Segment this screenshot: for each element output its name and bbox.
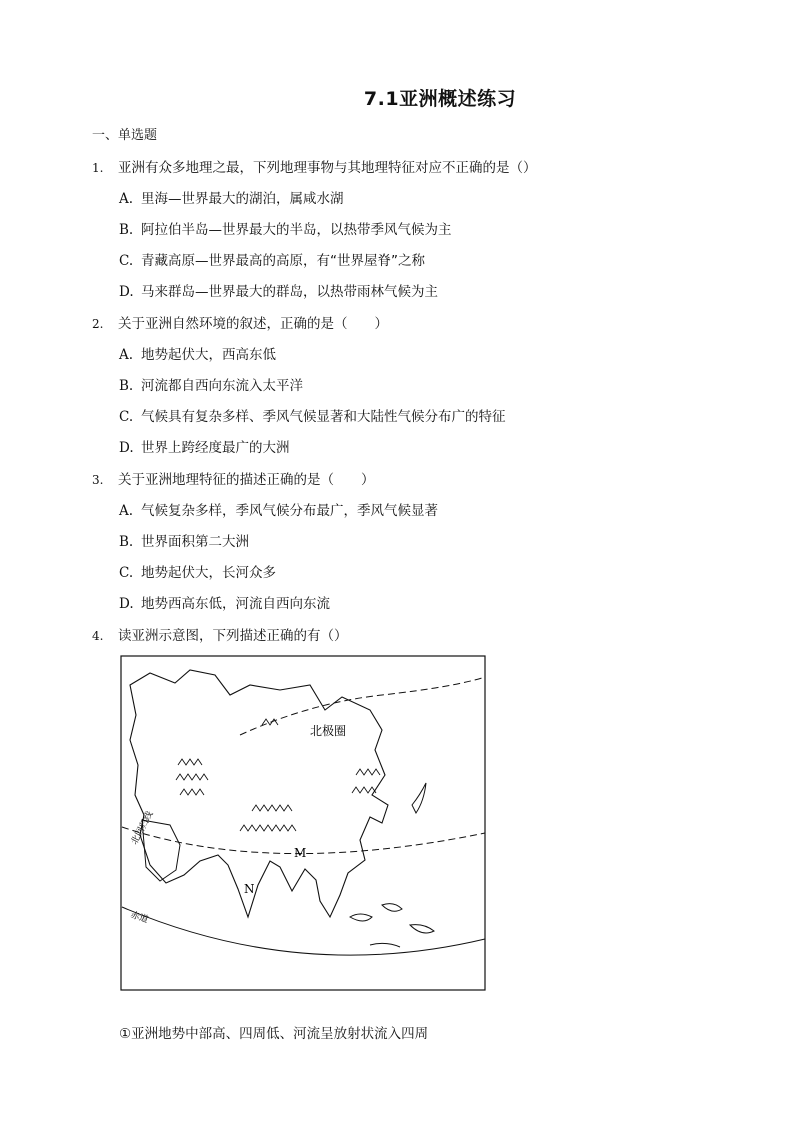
option-letter: C. [119, 565, 134, 581]
equator-label: 赤道 [129, 910, 150, 926]
arctic-circle-label: 北极圈 [310, 724, 347, 738]
question-2 [92, 312, 388, 332]
option-2d [119, 436, 290, 456]
tropic-label: 北回归线 [129, 809, 156, 847]
asia-map [120, 655, 486, 991]
option-text: 马来群岛—世界最大的群岛，以热带雨林气候为主 [141, 284, 438, 300]
option-2b [119, 374, 303, 394]
option-3c [119, 561, 276, 581]
option-text: 气候具有复杂多样、季风气候显著和大陆性气候分布广的特征 [141, 409, 506, 425]
option-1a [119, 187, 344, 207]
point-n-label: N [244, 882, 255, 896]
option-text: 地势起伏大，西高东低 [141, 347, 276, 363]
question-text: 读亚洲示意图，下列描述正确的有（） [118, 628, 348, 644]
option-text: 河流都自西向东流入太平洋 [141, 378, 303, 394]
option-1b [119, 218, 452, 238]
question-number: 4. [92, 629, 104, 643]
option-text: 世界上跨经度最广的大洲 [141, 440, 290, 456]
option-letter: C. [119, 253, 134, 269]
option-letter: A. [119, 503, 134, 519]
question-4 [92, 624, 348, 644]
question-number: 1. [92, 161, 104, 175]
question-number: 2. [92, 317, 104, 331]
option-letter: C. [119, 409, 134, 425]
option-2c [119, 405, 506, 425]
question-number: 3. [92, 473, 104, 487]
section-heading: 一、单选题 [92, 128, 158, 143]
option-letter: B. [119, 378, 134, 394]
option-letter: A. [119, 347, 134, 363]
page-title: 7.1亚洲概述练习 [363, 88, 517, 110]
option-letter: A. [119, 191, 134, 207]
question-text: 亚洲有众多地理之最，下列地理事物与其地理特征对应不正确的是（） [118, 160, 537, 176]
option-letter: B. [119, 222, 134, 238]
statement-1: ①亚洲地势中部高、四周低、河流呈放射状流入四周 [119, 1026, 429, 1042]
question-1 [92, 156, 537, 176]
option-text: 青藏高原—世界最高的高原，有“世界屋脊”之称 [141, 253, 425, 269]
option-text: 里海—世界最大的湖泊，属咸水湖 [141, 191, 344, 207]
option-1d [119, 280, 438, 300]
option-text: 地势起伏大，长河众多 [141, 565, 276, 581]
option-text: 气候复杂多样，季风气候分布最广，季风气候显著 [141, 503, 438, 519]
option-letter: D. [119, 440, 134, 456]
question-text: 关于亚洲自然环境的叙述，正确的是（ ） [118, 316, 388, 332]
point-m-label: M [294, 846, 307, 860]
option-3d [119, 592, 330, 612]
map-frame [121, 656, 485, 990]
option-3a [119, 499, 438, 519]
question-text: 关于亚洲地理特征的描述正确的是（ ） [118, 472, 375, 488]
option-3b [119, 530, 249, 550]
option-text: 世界面积第二大洲 [141, 534, 249, 550]
option-text: 阿拉伯半岛—世界最大的半岛，以热带季风气候为主 [141, 222, 452, 238]
option-text: 地势西高东低，河流自西向东流 [141, 596, 330, 612]
option-1c [119, 249, 425, 269]
option-letter: D. [119, 596, 134, 612]
question-3 [92, 468, 375, 488]
option-2a [119, 343, 276, 363]
option-letter: D. [119, 284, 134, 300]
option-letter: B. [119, 534, 134, 550]
